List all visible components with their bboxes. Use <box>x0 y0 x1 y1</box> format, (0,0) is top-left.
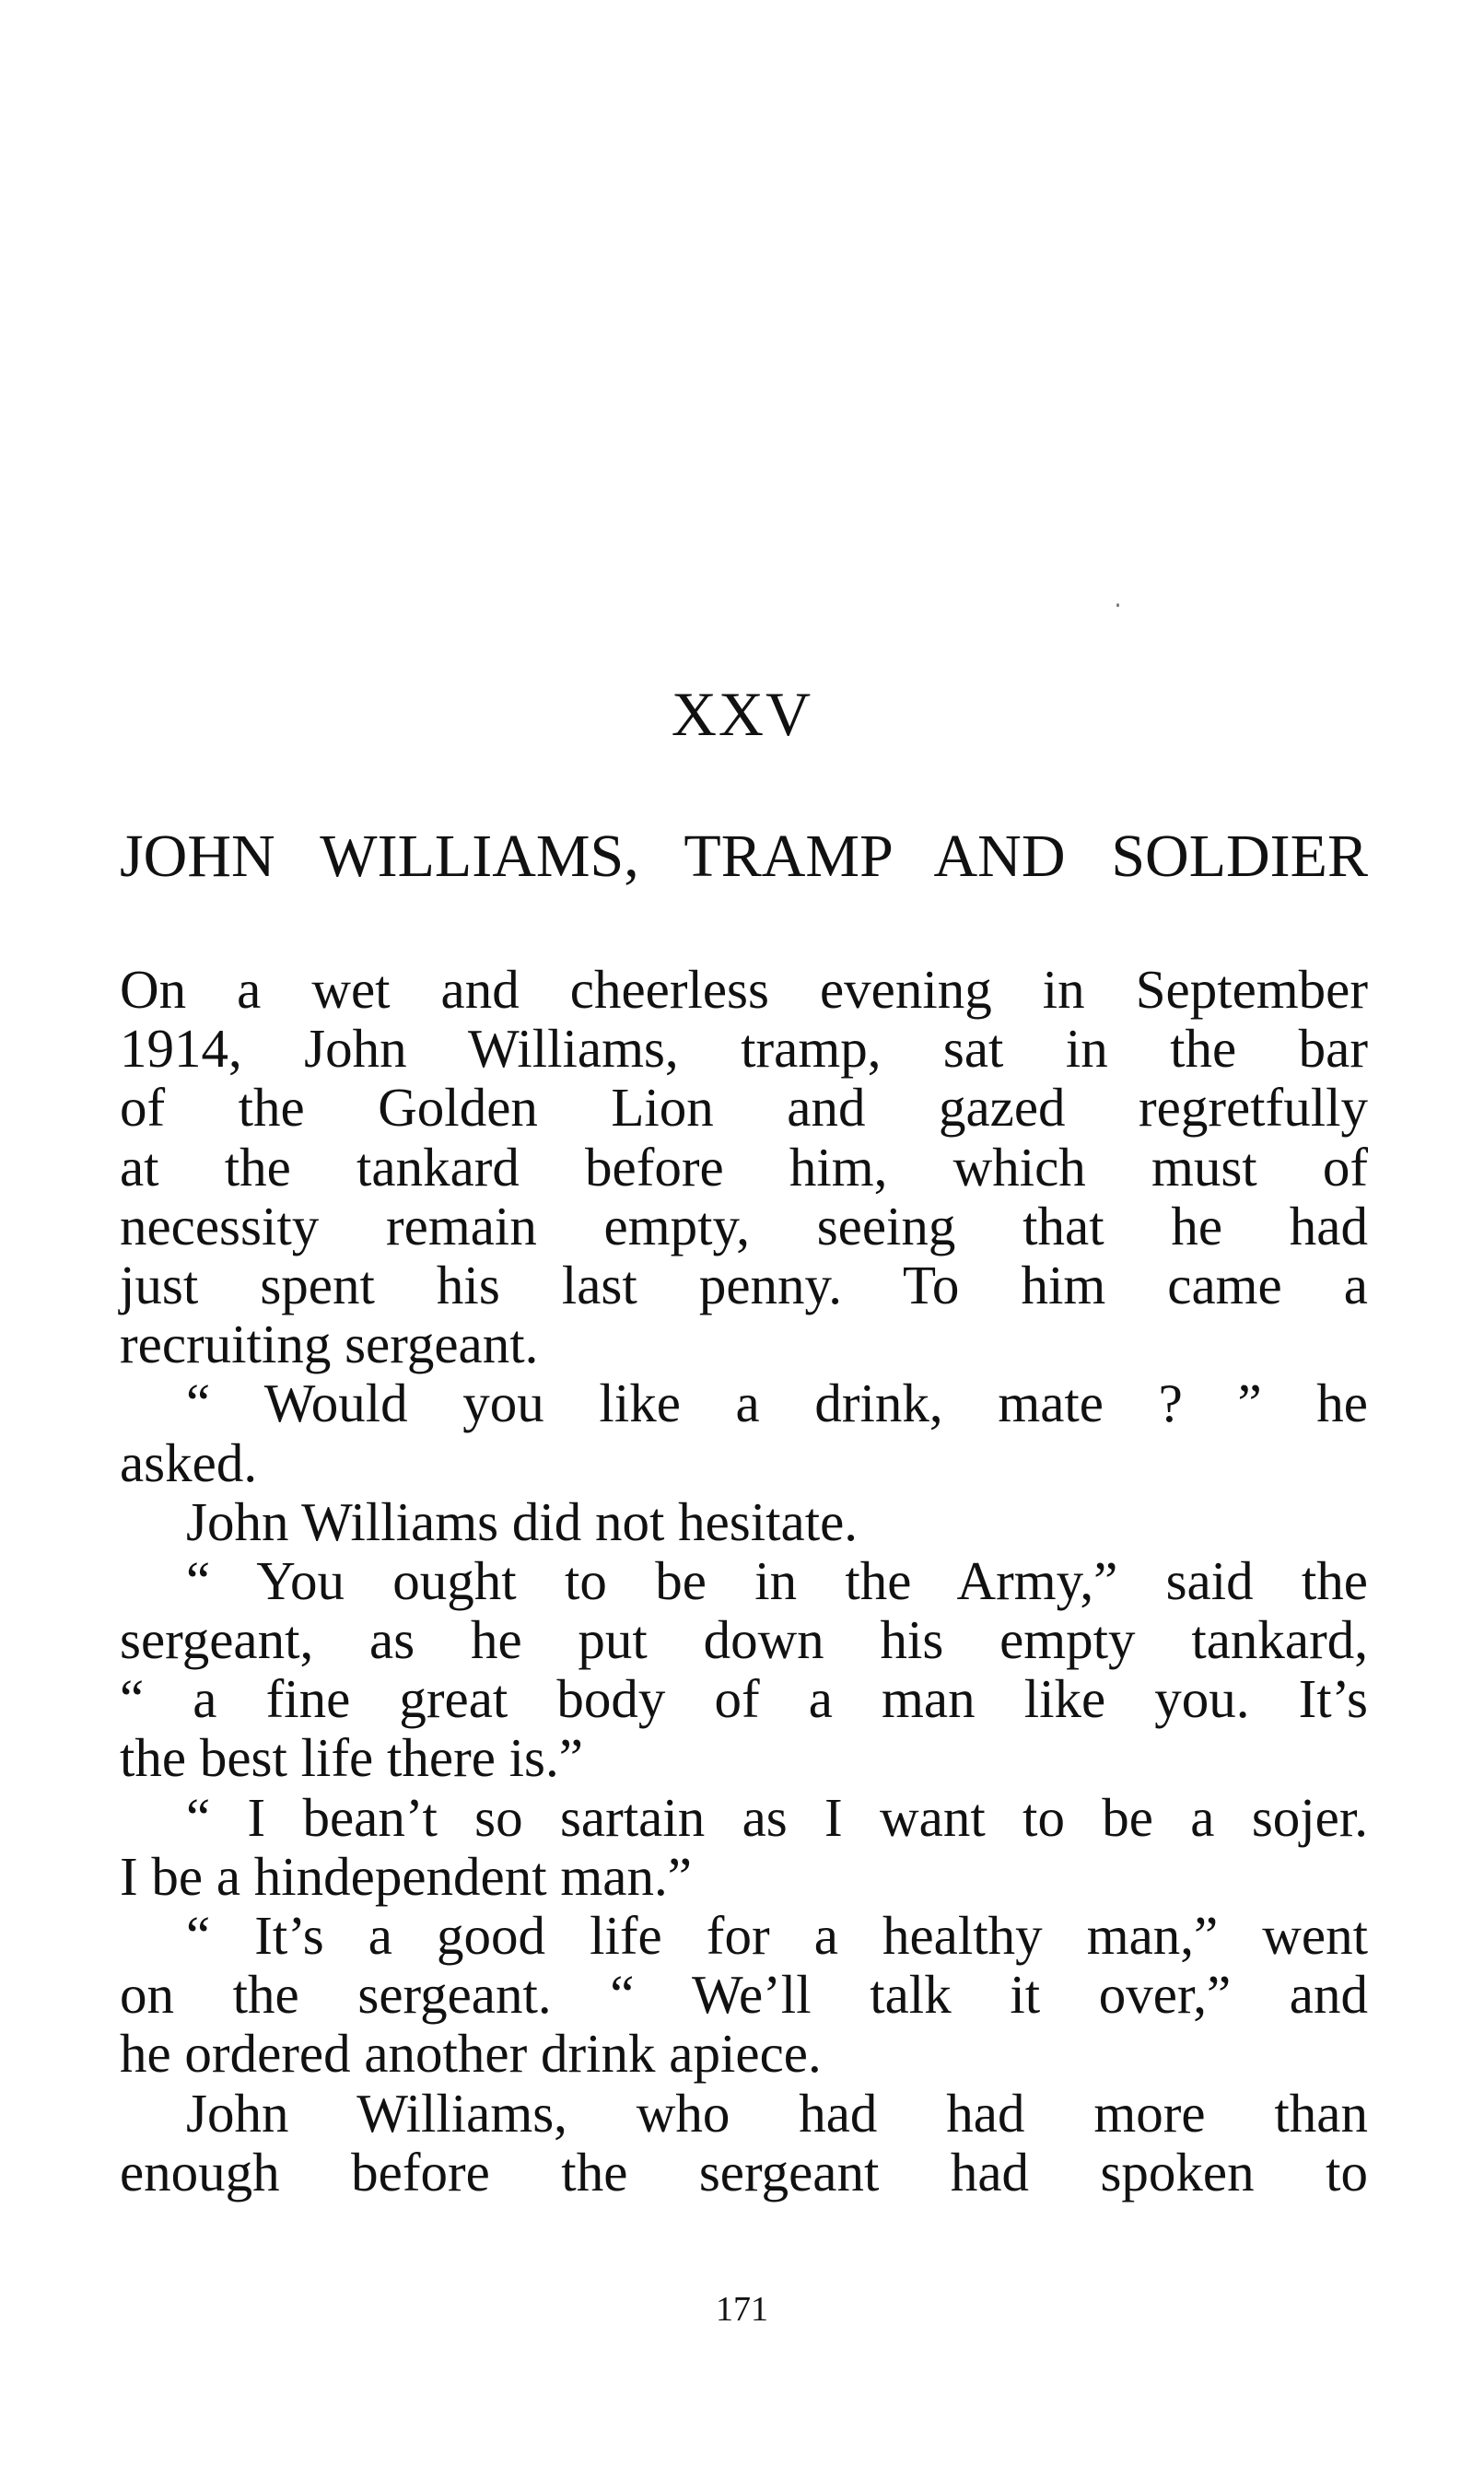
text-line: “ a fine great body of a man like you. It’s <box>120 1668 1368 1730</box>
chapter-title: JOHN WILLIAMS, TRAMP AND SOLDIER <box>120 823 1368 890</box>
text-line: sergeant, as he put down his empty tankard, <box>120 1609 1368 1671</box>
text-line: asked. <box>120 1431 258 1493</box>
text-line: enough before the sergeant had spoken to <box>120 2141 1368 2202</box>
text-line: “ You ought to be in the Army,” said the <box>186 1549 1368 1611</box>
chapter-body-text <box>120 960 1368 2202</box>
text-line: of the Golden Lion and gazed regretfully <box>120 1077 1368 1139</box>
text-line: on the sergeant. “ We’ll talk it over,” and <box>120 1964 1368 2026</box>
text-line: On a wet and cheerless evening in September <box>120 959 1368 1020</box>
scan-speck <box>1116 603 1119 607</box>
text-line: at the tankard before him, which must of <box>120 1136 1368 1198</box>
text-line: 1914, John Williams, tramp, sat in the bar <box>120 1018 1368 1080</box>
text-line: he ordered another drink apiece. <box>120 2023 822 2085</box>
text-line: recruiting sergeant. <box>120 1314 539 1375</box>
text-line: necessity remain empty, seeing that he had <box>120 1195 1368 1256</box>
text-line: “ It’s a good life for a healthy man,” went <box>186 1905 1368 1966</box>
text-line: John Williams did not hesitate. <box>186 1490 859 1552</box>
page-number: 171 <box>716 2290 768 2329</box>
chapter-number: XXV <box>671 679 813 749</box>
text-line: just spent his last penny. To him came a <box>120 1254 1368 1315</box>
text-line: “ I bean’t so sartain as I want to be a sojer. <box>186 1786 1368 1848</box>
text-line: “ Would you like a drink, mate ? ” he <box>186 1373 1368 1434</box>
text-line: the best life there is.” <box>120 1727 583 1789</box>
text-line: John Williams, who had had more than <box>186 2082 1368 2144</box>
text-line: I be a hindependent man.” <box>120 1845 692 1907</box>
